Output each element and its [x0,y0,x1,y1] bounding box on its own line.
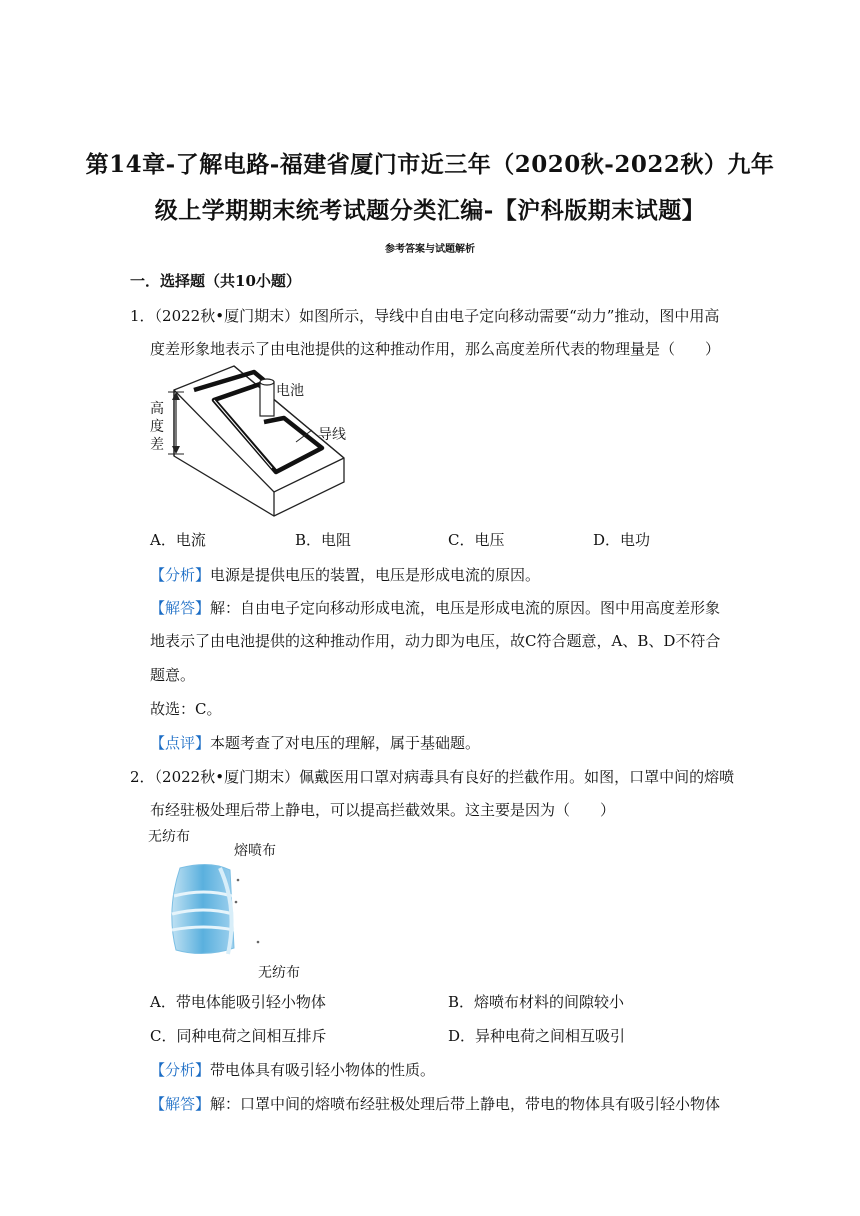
q1-analysis [150,564,540,585]
q2-answer-tag: 【解答】 [150,1095,211,1113]
q2-analysis-text: 带电体具有吸引轻小物体的性质。 [210,1061,436,1079]
q1-option-c: C．电压 [448,531,505,549]
q1-label-height-2: 度 [150,419,164,435]
q2-mask-figure [160,860,270,960]
q2-answer-text1: 解：口罩中间的熔喷布经驻极处理后带上静电，带电的物体具有吸引轻小物体 [210,1095,721,1113]
q2-option-b: B．熔喷布材料的间隙较小 [448,993,625,1011]
q2-option-d: D．异种电荷之间相互吸引 [448,1027,626,1045]
q1-label-wire: 导线 [318,427,346,443]
q1-comment [150,732,480,753]
q1-answer-text1: 解：自由电子定向移动形成电流，电压是形成电流的原因。图中用高度差形象 [210,599,721,617]
q2-option-c: C．同种电荷之间相互排斥 [150,1027,327,1045]
q2-stem-line1: 2．（2022秋•厦门期末）佩戴医用口罩对病毒具有良好的拦截作用。如图，口罩中间的熔喷 [130,768,735,786]
q1-answer-line2: 地表示了由电池提供的这种推动作用，动力即为电压，故C符合题意，A、B、D不符合 [150,632,721,650]
q1-option-d: D．电功 [593,531,651,549]
q2-stem-line2: 布经驻极处理后带上静电，可以提高拦截效果。这主要是因为（ ） [150,801,616,819]
q1-answer-line3: 题意。 [150,666,196,684]
q2-label-nonwoven-top: 无纺布 [148,829,190,845]
document-title-line2: 级上学期期末统考试题分类汇编-【沪科版期末试题】 [154,197,706,224]
q1-option-b: B．电阻 [295,531,352,549]
q1-label-battery: 电池 [276,383,304,399]
q1-answer-tag: 【解答】 [150,599,211,617]
q2-answer-line1 [150,1093,720,1114]
q1-stem-line2: 度差形象地表示了由电池提供的这种推动作用，那么高度差所代表的物理量是（ ） [150,340,721,358]
q2-option-a: A．带电体能吸引轻小物体 [150,993,326,1011]
q1-label-height-3: 差 [150,437,164,453]
q2-label-meltblown: 熔喷布 [234,843,276,859]
q1-analysis-tag: 【分析】 [150,566,211,584]
q1-choice: 故选：C。 [150,700,222,718]
q2-analysis [150,1059,435,1080]
q2-analysis-tag: 【分析】 [150,1061,211,1079]
q1-comment-text: 本题考查了对电压的理解，属于基础题。 [210,734,481,752]
q1-answer-line1 [150,597,720,618]
document-subtitle: 参考答案与试题解析 [385,244,475,255]
q1-option-a: A．电流 [150,531,206,549]
section-heading: 一．选择题（共10小题） [130,272,301,290]
q1-comment-tag: 【点评】 [150,734,211,752]
q1-analysis-text: 电源是提供电压的装置，电压是形成电流的原因。 [210,566,541,584]
q2-label-nonwoven-bottom: 无纺布 [258,965,300,981]
q1-label-height-1: 高 [150,401,164,417]
document-title-line1: 第14章-了解电路-福建省厦门市近三年（2020秋-2022秋）九年 [85,151,775,178]
q1-stem-line1: 1．（2022秋•厦门期末）如图所示，导线中自由电子定向移动需要“动力”推动，图中用高 [130,307,720,325]
